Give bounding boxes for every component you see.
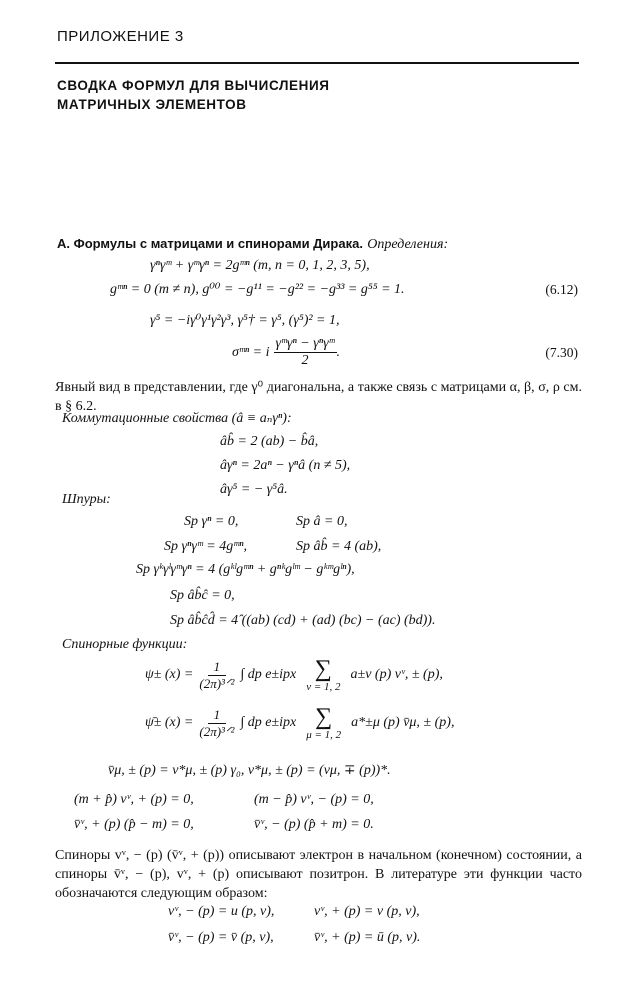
- psi-lhs: ψ± (x) =: [145, 667, 194, 682]
- psi-sum: ∑ ν = 1, 2: [306, 656, 341, 693]
- metric-equation: gᵐⁿ = 0 (m ≠ n), g⁰⁰ = −g¹¹ = −g²² = −g³³ = g⁵⁵ = 1.: [110, 282, 405, 297]
- explicit-form-paragraph: Явный вид в представлении, где γ⁰ диагональна, а также связь с матрицами α, β, σ, ρ см. в § 6.2.: [55, 380, 582, 414]
- psibar-frac-num: 1: [208, 707, 227, 724]
- psibar-frac-den: (2π)³ᐟ²: [199, 723, 235, 739]
- commutation-eq-2: âγⁿ = 2aⁿ − γⁿâ (n ≠ 5),: [220, 458, 351, 473]
- psibar-sum-lower: μ = 1, 2: [306, 729, 342, 741]
- dirac-eq-1b: (m − p̂) vᵛ, − (p) = 0,: [254, 792, 374, 807]
- gamma5-equation: γ⁵ = −iγ⁰γ¹γ²γ³, γ⁵† = γ⁵, (γ⁵)² = 1,: [150, 313, 340, 328]
- page-title: [57, 76, 330, 114]
- psibar-fraction: [199, 707, 234, 740]
- running-head: ПРИЛОЖЕНИЕ 3: [57, 28, 184, 45]
- psibar-integral: ∫ dp e±ipx: [240, 715, 297, 730]
- commutation-eq-1: âb̂ = 2 (ab) − b̂â,: [220, 434, 319, 449]
- spinor-label: Спинорные функции:: [62, 637, 188, 652]
- equation-number-7-30: (7.30): [545, 345, 578, 360]
- section-a-heading-line: [57, 236, 448, 253]
- trace-eq-1a: Sp γⁿ = 0,: [184, 514, 239, 529]
- psibar-sum: ∑ μ = 1, 2: [306, 704, 342, 741]
- psi-sum-lower: ν = 1, 2: [306, 681, 341, 693]
- commutation-eq-3: âγ⁵ = − γ⁵â.: [220, 482, 288, 497]
- psibar-term: a*±μ (p) v̄μ, ± (p),: [351, 715, 455, 730]
- psi-frac-den: (2π)³ᐟ²: [199, 675, 235, 691]
- trace-eq-2a: Sp γⁿγᵐ = 4gᵐⁿ,: [164, 539, 247, 554]
- spinor-description-paragraph: Спиноры vᵛ, − (p) (v̄ᵛ, + (p)) описывают электрон в начальном (конечном) состоянии, а спиноры v̄ᵛ, − (p), vᵛ, + (p) описывают позитрон. В литературе эти функции часто обозначаются следующим образом:: [55, 848, 582, 901]
- sigma-lhs: σᵐⁿ = i: [232, 344, 270, 360]
- anticommutator-equation: γⁿγᵐ + γᵐγⁿ = 2gᵐⁿ (m, n = 0, 1, 2, 3, 5),: [150, 258, 370, 273]
- traces-label: Шпуры:: [62, 492, 111, 507]
- psi-fraction: [199, 659, 234, 692]
- trace-eq-2b: Sp âb̂ = 4 (ab),: [296, 539, 382, 554]
- trace-eq-3: Sp γᵏγˡγᵐγⁿ = 4 (gᵏˡgᵐⁿ + gⁿᵏgˡᵐ − gᵏᵐgˡⁿ),: [136, 562, 355, 577]
- trace-eq-4: Sp âb̂ĉ = 0,: [170, 588, 235, 603]
- conjugation-equation: v̄μ, ± (p) = v*μ, ± (p) γ₀, v*μ, ± (p) = (vμ, ∓ (p))*.: [108, 763, 391, 778]
- trace-eq-5: Sp âb̂ĉd̂ = 4̂ ((ab) (cd) + (ad) (bc) − (ac) (bd)).: [170, 613, 436, 628]
- equation-number-6-12: (6.12): [545, 282, 578, 297]
- trace-eq-1b: Sp â = 0,: [296, 514, 348, 529]
- sigma-fraction: [274, 336, 337, 369]
- psibar-lhs: ψ̄± (x) =: [145, 715, 194, 730]
- title-line-2: МАТРИЧНЫХ ЭЛЕМЕНТОВ: [57, 97, 247, 112]
- psi-integral: ∫ dp e±ipx: [240, 667, 297, 682]
- commutation-label: Коммутационные свойства (â ≡ aₙγⁿ):: [62, 411, 292, 426]
- psi-equation: [145, 655, 443, 695]
- definitions-label: Определения:: [367, 237, 449, 252]
- notation-eq-2a: v̄ᵛ, − (p) = v̄ (p, ν),: [168, 930, 274, 945]
- sigma-denominator: 2: [301, 353, 309, 368]
- sigma-equation: σᵐⁿ = i γᵐγⁿ − γⁿγᵐ 2 .: [232, 336, 341, 368]
- section-a-heading: А. Формулы с матрицами и спинорами Дирака.: [57, 236, 363, 251]
- psi-frac-num: 1: [208, 659, 227, 676]
- header-rule: [55, 62, 579, 64]
- dirac-eq-2b: v̄ᵛ, − (p) (p̂ + m) = 0.: [254, 817, 374, 832]
- title-line-1: СВОДКА ФОРМУЛ ДЛЯ ВЫЧИСЛЕНИЯ: [57, 78, 330, 93]
- sigma-numerator: γᵐγⁿ − γⁿγᵐ: [275, 336, 335, 351]
- psibar-equation: [145, 703, 454, 743]
- psi-term: a±ν (p) vᵛ, ± (p),: [350, 667, 443, 682]
- dirac-eq-1a: (m + p̂) vᵛ, + (p) = 0,: [74, 792, 194, 807]
- notation-eq-1b: vᵛ, + (p) = v (p, ν),: [314, 904, 420, 919]
- notation-eq-1a: vᵛ, − (p) = u (p, ν),: [168, 904, 275, 919]
- dirac-eq-2a: v̄ᵛ, + (p) (p̂ − m) = 0,: [74, 817, 194, 832]
- notation-eq-2b: v̄ᵛ, + (p) = ū (p, ν).: [314, 930, 421, 945]
